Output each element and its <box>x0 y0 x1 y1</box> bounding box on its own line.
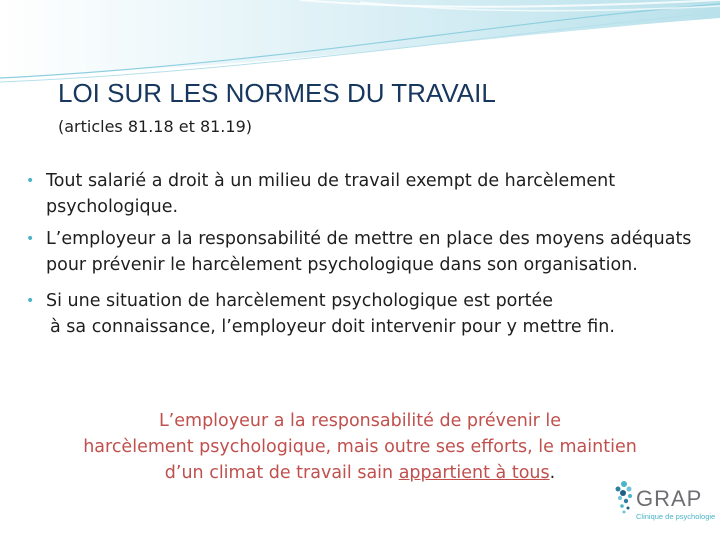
callout-text <box>0 408 720 486</box>
slide-title: LOI SUR LES NORMES DU TRAVAIL <box>58 78 496 108</box>
logo-name: GRAP <box>636 486 703 511</box>
bullet-dot-icon: • <box>26 293 35 309</box>
bullet-text-continued: à sa connaissance, l’employeur doit intervenir pour y mettre fin. <box>50 317 615 337</box>
bullet-text: Si une situation de harcèlement psychologique est portée <box>46 291 553 311</box>
bullet-text: Tout salarié a droit à un milieu de travail exempt de harcèlement psychologique. <box>46 171 616 217</box>
slide-subtitle: (articles 81.18 et 81.19) <box>58 117 252 136</box>
bullet-dot-icon: • <box>26 231 35 247</box>
bullet-item <box>26 288 706 340</box>
grap-logo <box>612 478 716 528</box>
callout-period: . <box>549 463 556 483</box>
callout-line: L’employeur a la responsabilité de prévenir le <box>158 411 562 431</box>
callout-line: harcèlement psychologique, mais outre ses efforts, le maintien <box>83 437 637 457</box>
bullet-dot-icon: • <box>26 173 35 189</box>
header-wave-decoration <box>0 0 720 90</box>
bullet-item <box>26 226 706 278</box>
bullet-text: L’employeur a la responsabilité de mettre en place des moyens adéquats pour prévenir le harcèlement psychologique dans son organisation. <box>46 229 692 275</box>
bullet-list <box>26 168 706 346</box>
logo-tagline: Clinique de psychologie <box>636 512 716 521</box>
callout-underlined-text: appartient à tous <box>398 463 550 483</box>
callout-line-prefix: d’un climat de travail sain <box>164 463 399 483</box>
grap-logo-icon <box>612 478 638 518</box>
bullet-item <box>26 168 706 220</box>
